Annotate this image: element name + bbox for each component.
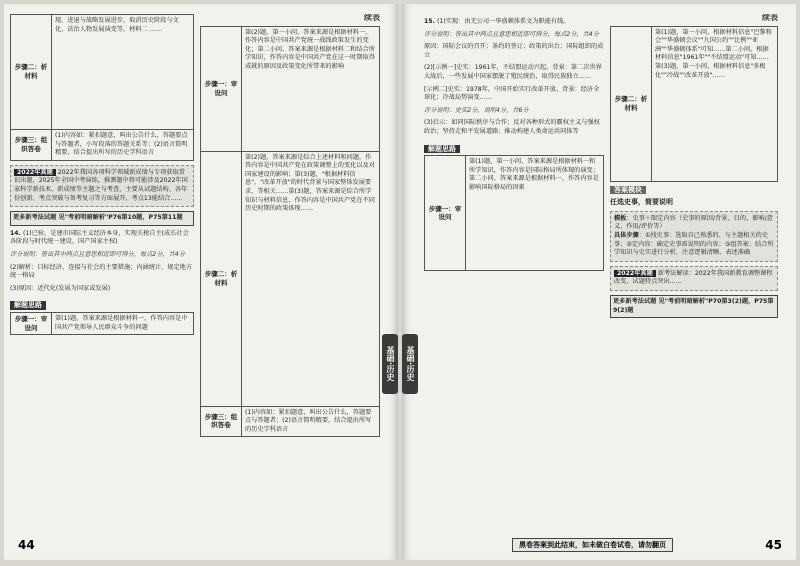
thinking-tag: 解题思路 xyxy=(424,145,460,154)
question-14 xyxy=(10,230,194,247)
template-box: 模板：史事＋限定内容（史事的原因/背景、目的、影响/意义、作用/评价等） 具体步骤：①找史事：选取自己熟悉的、与主题相关的史事；②定内容：确定史事需说明的内容；③组答案：结合所学知识与史实进行分析，注意逻辑清晰、表述准确 xyxy=(610,211,778,262)
question-text: (1)已验，是建市国际主义经济本身，实现关税自主(成长社会各阶段与时代统一建设，国产国家主权) xyxy=(10,229,189,246)
steps-label: 具体步骤 xyxy=(614,231,639,239)
template-label: 模板 xyxy=(614,214,627,222)
step-content: 第(1)题，第一小问，根据材料信息"巴黎和会""华盛顿会议""九国公约""比例""亚洲""华盛顿体系"可知……第二小问，根据材料信息"1961年""不结盟运动"可知……第(3)题，第一小问，根据材料信息"多极化""冷战""改革开放"…… xyxy=(652,26,778,181)
more-questions-label: 更多新考法试题 xyxy=(613,297,657,305)
left-col-1 xyxy=(10,14,194,532)
tip-text: 新考法解读：2022年我国新教育调整课程改变，试题特点突出…… xyxy=(614,269,773,286)
left-table-3 xyxy=(200,26,380,438)
right-table-1 xyxy=(424,155,604,271)
tip-label: 2022年真题 xyxy=(614,270,656,277)
left-table-2 xyxy=(10,312,194,335)
step-label: 步骤一：审设问 xyxy=(425,156,466,271)
step-label: 步骤二：析材料 xyxy=(611,26,652,181)
answer-part: 原因：国际会议的召开；条约的签订；政策的出台；国际组织的成立 xyxy=(424,43,604,59)
side-tab: 基础·历史 xyxy=(402,334,418,394)
left-col-2 xyxy=(200,14,380,532)
footer-banner: 黑卷答案到此结束，如未做白卷试卷，请勿翻页 xyxy=(512,538,673,552)
tip-box xyxy=(10,165,194,207)
more-questions-box xyxy=(10,211,194,226)
step-label: 步骤三：组织答卷 xyxy=(11,130,52,161)
more-questions-text: 见"考前明暗解析"P76第10题，P75第11题 xyxy=(58,214,183,222)
more-questions-label: 更多新考法试题 xyxy=(13,214,57,222)
step-content: 第(1)题，答案来源是根据材料一，作答内容是中国共产党领导人民群众斗争的问题 xyxy=(52,312,194,334)
steps-text: ①找史事：选取自己熟悉的、与主题相关的史事；②定内容：确定史事需说明的内容；③组答案：结合所学知识与史实进行分析，注意逻辑清晰、表述准确 xyxy=(614,231,774,257)
right-col-1 xyxy=(424,14,604,532)
step-content: (1)内容如：紧扣题意，叫出公告什么，答题要点与答题者，小写段落的答题关系等；(2)语言简明精要，结合提出所写的历史学科语言 xyxy=(52,130,194,161)
page-number: 45 xyxy=(765,538,782,552)
step-content: 现、进退与战略发展进步，取消历史阶段与文化、法治人物发展演变等，材料二 …… xyxy=(52,15,194,130)
tip-label: 2022年真题 xyxy=(14,169,56,176)
scoring-note: 评分说明：答出其中两点且意思相近即可得分，每点2分，共4分 xyxy=(10,250,185,258)
scoring-note: 评分说明：答出其中两点且意思相近即可得分，每点2分，共4分 xyxy=(424,30,599,38)
right-page xyxy=(402,4,796,560)
step-label: 步骤二：析材料 xyxy=(201,151,242,406)
right-table-2 xyxy=(610,26,778,182)
scoring-note: 评分说明：史实2分，说明4分，共6分 xyxy=(424,106,529,114)
question-number: 14. xyxy=(10,229,21,237)
answer-part: (3)启示：如同国际秩序与合作；反对各种形式的霸权主义与强权政治；坚持走和平发展道路；推动构建人类命运共同体等 xyxy=(424,119,600,135)
answer-part: (2)解析：目标经济，连接与社会的主要措施；内涵统计，规定地方统一格局 xyxy=(10,263,193,280)
answer-module-tag: 答案模块 xyxy=(610,186,646,195)
left-page xyxy=(4,4,398,560)
continued-label: 续表 xyxy=(364,14,380,22)
template-text: 史事＋限定内容（史事的原因/背景、目的、影响/意义、作用/评价等） xyxy=(614,214,773,231)
step-content: 第(1)题，第一小问，答案来源是根据材料一和所学知识，作答内容是国际格局所体现的演变；第二小问，答案来源是根据材料一，作答内容是影响国际格局的因素 xyxy=(466,156,604,271)
more-questions-box xyxy=(610,295,778,318)
answer-part: (3)原因：近代化(发展为国家或发展) xyxy=(10,284,111,292)
step-label: 步骤一：审设问 xyxy=(201,26,242,151)
step-label: 步骤三：组织答卷 xyxy=(201,406,242,437)
question-number: 15. xyxy=(424,18,435,25)
tip-box xyxy=(610,266,778,291)
thinking-tag: 解题思路 xyxy=(10,301,46,310)
section-title: 任选史事，简要说明 xyxy=(610,198,673,207)
tip-text: 2022年我国各项科学领域新成绩与专项获取常识出题，2025年全国中考演练，推测题中将可能涉及2022年国家科学新技术、新成绩等主题之与考查，主要从试题结构、各年份创新、考点突破与备考复习等方面展开，考点13能结合…… xyxy=(14,168,188,202)
step-label: 步骤一：审设问 xyxy=(11,312,52,334)
side-tab: 基础·历史 xyxy=(382,334,398,394)
more-questions-text: 见"考前明暗解析"P70第3(2)题，P75第9(2)题 xyxy=(613,297,774,314)
question-text: (1)实现：由无公司一华盛顿体系文为职能有线。 xyxy=(436,18,570,25)
answer-part: [示例二]史实：1978年，中国开始实行改革开放。背景：经济全球化；冷战局势演变…… xyxy=(424,85,600,102)
step-content: 第(2)题，第一小问，答案来源是根据材料一，作答内容是中国共产党统一战线政策发生的变化；第二小问，答案来源是根据材料二和结合所学知识，作答内容是中国共产党在这一时期取得成就的原因及政策变化所带来的影响 xyxy=(242,26,380,151)
right-col-2 xyxy=(610,14,778,532)
left-table-1 xyxy=(10,14,194,161)
step-label: 步骤二：析材料 xyxy=(11,15,52,130)
continued-label: 续表 xyxy=(762,14,778,22)
answer-part: (2)[示例一]史实：1961年，不结盟运动兴起。背景：第二次世界大战后，一些发展中国家摆脱了殖民统治，取得民族独立…… xyxy=(424,64,602,80)
page-number: 44 xyxy=(18,538,35,552)
step-content: (1)内容如：紧扣题意，叫出公告什么，答题要点与答题者；(2)语言简明精要，结合提出所写的历史学科语言 xyxy=(242,406,380,437)
step-content: 第(2)题，答案来源是综合上述材料和问题，作答内容是中国共产党在政策调整上的变化以及对国家建设的影响；第(3)题，"根据材料信息"，"改革开放"的时代背景与国家整体发展要求，等相关……第(3)题，答案来源是综合所学知识与材料信息，作答内容是中国共产党在不同历史时期的政策体现…… xyxy=(242,151,380,406)
question-15 xyxy=(424,18,604,27)
